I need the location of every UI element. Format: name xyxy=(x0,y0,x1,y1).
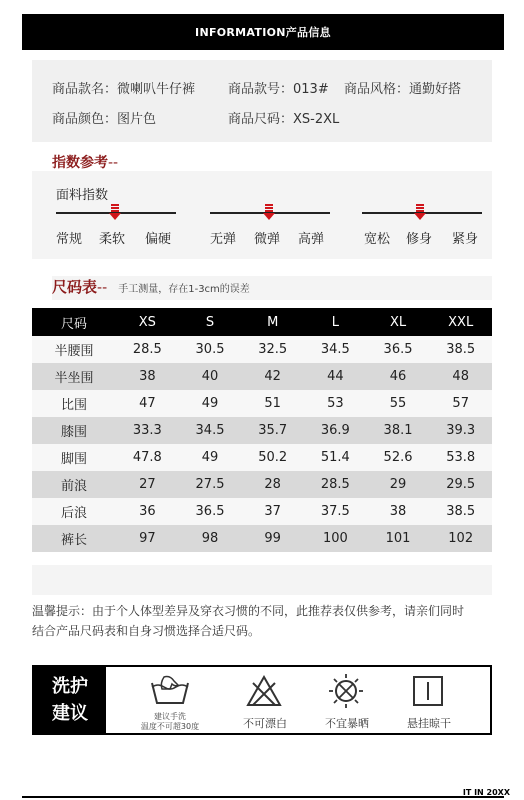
table-cell: 脚围 xyxy=(60,452,87,467)
table-cell: 47.8 xyxy=(132,450,162,465)
table-cell: 57 xyxy=(452,396,469,411)
table-cell: 36.5 xyxy=(383,342,413,357)
table-cell: 40 xyxy=(201,369,219,384)
table-cell: 49 xyxy=(201,450,219,465)
table-cell: 32.5 xyxy=(258,342,288,357)
hand-wash-icon xyxy=(148,673,192,705)
table-cell: 51.4 xyxy=(320,450,350,465)
table-footer-pad xyxy=(32,565,492,595)
hang-dry-icon xyxy=(412,675,444,707)
no-bleach-caption: 不可漂白 xyxy=(243,717,287,730)
header-cell: XXL xyxy=(448,314,474,330)
index-section-heading xyxy=(52,152,118,172)
table-cell: 36.5 xyxy=(195,504,225,519)
product-info-box xyxy=(32,60,492,142)
table-cell: 28.5 xyxy=(132,342,162,357)
table-cell: 53.8 xyxy=(446,450,476,465)
table-cell: 44 xyxy=(327,369,344,384)
table-cell: 39.3 xyxy=(446,423,476,438)
table-cell: 比围 xyxy=(60,398,87,413)
hand-wash-caption-1: 建议手洗 xyxy=(154,712,186,721)
table-cell: 38 xyxy=(139,369,156,384)
table-cell: 35.7 xyxy=(258,423,288,438)
fabric-index-label: 面料指数 xyxy=(56,188,109,203)
table-row xyxy=(32,498,492,525)
table-cell: 29.5 xyxy=(446,477,476,492)
table-cell: 55 xyxy=(389,396,407,411)
table-row xyxy=(32,444,492,471)
softness-label-1: 柔软 xyxy=(99,232,126,247)
fit-marker-icon xyxy=(414,204,426,220)
table-cell: 半腰围 xyxy=(54,344,94,359)
table-cell: 38.5 xyxy=(446,504,476,519)
product-code: 商品款号：013# xyxy=(228,82,329,97)
table-cell: 27 xyxy=(139,477,156,492)
no-sun-dry-caption: 不宜暴晒 xyxy=(325,717,369,730)
care-panel xyxy=(32,665,492,735)
elasticity-label-0: 无弹 xyxy=(210,232,237,247)
product-style: 商品风格：通勤好搭 xyxy=(344,82,462,97)
fit-label-2: 紧身 xyxy=(452,232,479,247)
care-title-line-2: 建议 xyxy=(52,703,88,724)
no-bleach-icon xyxy=(246,675,282,707)
care-title-line-1: 洗护 xyxy=(52,676,88,697)
table-cell: 49 xyxy=(201,396,219,411)
header-cell: XL xyxy=(389,314,407,330)
table-cell: 36 xyxy=(139,504,156,519)
footer-text: IT IN 20XX xyxy=(462,788,510,797)
table-cell: 半坐围 xyxy=(54,371,94,386)
tip-line-1: 温馨提示：由于个人体型差异及穿衣习惯的不同，此推荐表仅供参考，请亲们同时 xyxy=(32,604,465,618)
table-cell: 50.2 xyxy=(258,450,288,465)
table-cell: 52.6 xyxy=(383,450,413,465)
hand-wash-caption-2: 温度不可超30度 xyxy=(140,722,200,731)
table-row xyxy=(32,363,492,390)
size-section-title: 尺码表 xyxy=(52,278,98,296)
table-cell: 97 xyxy=(139,531,156,546)
footer-line xyxy=(22,796,504,798)
table-cell: 98 xyxy=(201,531,219,546)
hang-dry-caption: 悬挂晾干 xyxy=(407,717,451,730)
fit-label-1: 修身 xyxy=(406,232,433,247)
table-cell: 47 xyxy=(139,396,156,411)
softness-label-0: 常规 xyxy=(56,232,83,247)
care-title xyxy=(34,667,106,733)
softness-label-2: 偏硬 xyxy=(145,232,172,247)
table-cell: 102 xyxy=(448,531,474,546)
table-cell: 后浪 xyxy=(60,506,87,521)
tip-line-2: 结合产品尺码表和自身习惯选择合适尺码。 xyxy=(32,624,261,638)
table-cell: 48 xyxy=(452,369,469,384)
product-size: 商品尺码：XS-2XL xyxy=(228,112,340,127)
product-name: 商品款名：微喇叭牛仔裤 xyxy=(52,82,196,97)
softness-marker-icon xyxy=(109,204,121,220)
table-cell: 37.5 xyxy=(320,504,350,519)
table-cell: 46 xyxy=(389,369,407,384)
product-color: 商品颜色：图片色 xyxy=(52,112,157,127)
table-cell: 前浪 xyxy=(60,479,87,494)
header-title: INFORMATION产品信息 xyxy=(195,26,331,39)
table-cell: 28 xyxy=(264,477,281,492)
table-row xyxy=(32,390,492,417)
elasticity-marker-icon xyxy=(263,204,275,220)
table-cell: 53 xyxy=(327,396,344,411)
table-row xyxy=(32,417,492,444)
header-cell: L xyxy=(331,314,339,330)
size-section-heading xyxy=(52,276,492,300)
table-cell: 裤长 xyxy=(60,533,87,548)
table-cell: 膝围 xyxy=(60,425,87,440)
table-cell: 101 xyxy=(385,531,411,546)
elasticity-label-2: 高弹 xyxy=(298,232,325,247)
table-cell: 33.3 xyxy=(132,423,162,438)
size-table-header xyxy=(32,308,492,336)
size-table xyxy=(32,308,492,552)
table-cell: 38 xyxy=(389,504,407,519)
table-cell: 34.5 xyxy=(195,423,225,438)
table-cell: 42 xyxy=(264,369,281,384)
header-bar xyxy=(22,14,504,50)
table-cell: 34.5 xyxy=(320,342,350,357)
table-cell: 51 xyxy=(264,396,281,411)
header-cell: 尺码 xyxy=(60,316,87,332)
table-cell: 30.5 xyxy=(195,342,225,357)
table-cell: 99 xyxy=(264,531,281,546)
header-cell: S xyxy=(205,314,215,330)
elasticity-label-1: 微弹 xyxy=(254,232,281,247)
table-cell: 38.1 xyxy=(383,423,413,438)
table-cell: 28.5 xyxy=(320,477,350,492)
size-section-note: 手工测量，存在1-3cm的误差 xyxy=(118,284,250,295)
table-cell: 37 xyxy=(264,504,281,519)
fit-label-0: 宽松 xyxy=(364,232,391,247)
table-row xyxy=(32,471,492,498)
header-cell: XS xyxy=(138,314,156,330)
table-row xyxy=(32,336,492,363)
table-cell: 100 xyxy=(322,531,348,546)
header-cell: M xyxy=(267,314,279,330)
index-section-title: 指数参考 xyxy=(52,155,108,171)
table-cell: 38.5 xyxy=(446,342,476,357)
table-cell: 36.9 xyxy=(320,423,350,438)
table-row xyxy=(32,525,492,552)
table-cell: 29 xyxy=(389,477,407,492)
table-cell: 27.5 xyxy=(195,477,225,492)
size-section-dash: -- xyxy=(97,280,108,296)
index-section-dash: -- xyxy=(108,155,119,171)
no-sun-dry-icon xyxy=(328,673,364,709)
